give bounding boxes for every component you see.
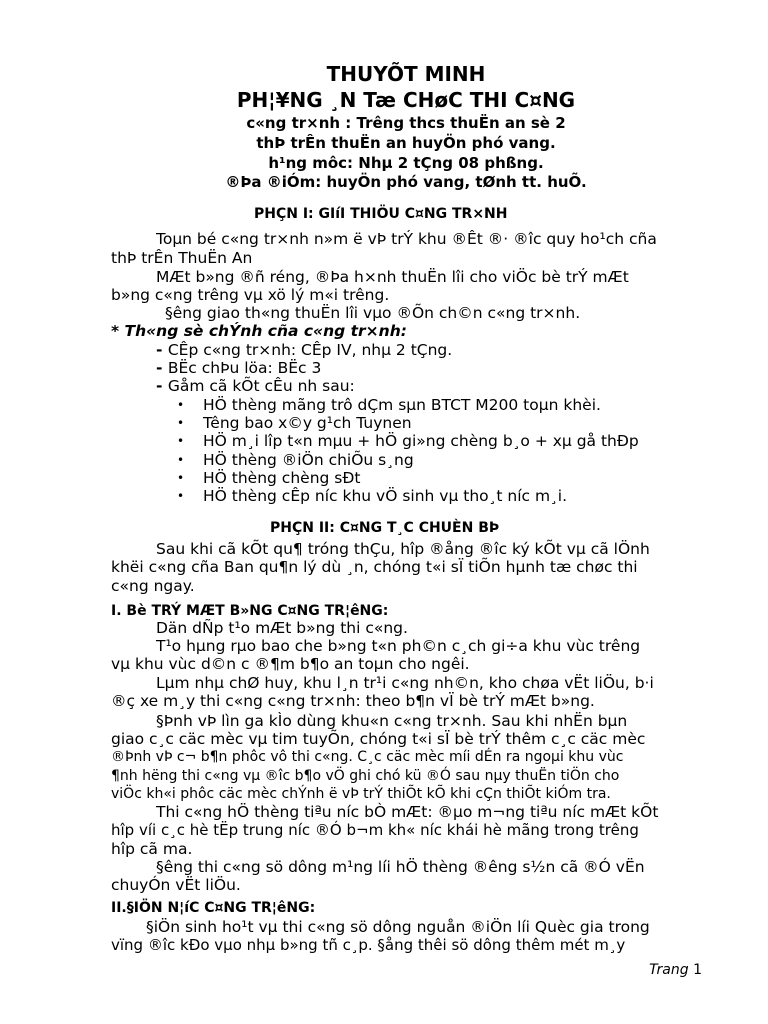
bullet-icon: • xyxy=(177,453,185,467)
s1-para6-line2: chuyÓn vËt liÖu. xyxy=(111,876,241,894)
s1-para4-line1: §Þnh vÞ lìn ga kÌo dùng khu«n c«ng tr×nh. Sau khi nhËn bµn xyxy=(156,712,628,730)
page-footer xyxy=(649,962,702,978)
part1-para1-line1: Toµn bé c«ng tr×nh n»m ë vÞ trÝ khu ®Êt ®· ®îc quy ho¹ch cña xyxy=(156,230,657,248)
part1-para1-line2: thÞ trÊn ThuËn An xyxy=(111,249,253,267)
spec-dash-2: - BËc chÞu löa: BËc 3 xyxy=(156,359,322,377)
part1-para2-line2: b»ng c«ng trêng vµ xö lý m«i trêng. xyxy=(111,286,390,304)
section2-heading: II.§IÖN N¦íC C¤NG TR¦êNG: xyxy=(111,900,316,916)
project-address: ®Þa ®iÓm: huyÖn phó vang, tØnh tt. huÕ. xyxy=(225,173,587,191)
list-item xyxy=(177,432,639,450)
s1-para4-line5: viÖc kh«i phôc cäc mèc chÝnh ë vÞ trÝ thiÕt kÕ khi cÇn thiÕt kiÓm tra. xyxy=(111,786,611,802)
s1-para5-line1: Thi c«ng hÖ thèng tiªu níc bÒ mÆt: ®µo m¬ng tiªu níc mÆt kÕt xyxy=(156,803,659,821)
list-item-text: HÖ thèng mãng trô dÇm sµn BTCT M200 toµn khèi. xyxy=(203,396,601,414)
s1-para4-line3: ®Þnh vÞ c¬ b¶n phôc vô thi c«ng. C¸c cäc mèc míi dÉn ra ngoµi khu vùc xyxy=(111,749,624,765)
list-item xyxy=(177,469,361,487)
doc-title-2: PH¦¥NG ¸N Tæ CHøC THI C¤NG xyxy=(236,88,576,112)
part2-para1-line2: khëi c«ng cña Ban qu¶n lý dù ¸n, chóng t«i sÏ tiÕn hµnh tæ chøc thi xyxy=(111,558,638,576)
part1-heading: PHÇN I: GIíI THIÖU C¤NG TR×NH xyxy=(254,206,508,222)
s2-para1-line1: §iÖn sinh ho¹t vµ thi c«ng sö dông nguån ®iÖn líi Quèc gia trong xyxy=(146,918,650,936)
list-item xyxy=(177,451,414,469)
bullet-icon: • xyxy=(177,416,185,430)
spec-dash-1-text: CÊp c«ng tr×nh: CÊp IV, nhµ 2 tÇng. xyxy=(167,341,453,359)
page-label: Trang xyxy=(649,962,689,978)
part2-para1-line3: c«ng ngay. xyxy=(111,577,195,595)
part2-heading: PHÇN II: C¤NG T¸C CHUÈN BÞ xyxy=(270,520,500,536)
project-item: h¹ng môc: Nhµ 2 tÇng 08 phßng. xyxy=(268,154,544,172)
part1-para2-line1: MÆt b»ng ®ñ réng, ®Þa h×nh thuËn lîi cho viÖc bè trÝ mÆt xyxy=(156,268,629,286)
s1-para1: Dän dÑp t¹o mÆt b»ng thi c«ng. xyxy=(156,619,408,637)
s1-para2-line1: T¹o hµng rµo bao che b»ng t«n ph©n c¸ch gi÷a khu vùc trêng xyxy=(156,637,641,655)
list-item-text: HÖ thèng cÊp níc khu vÖ sinh vµ tho¸t níc m¸i. xyxy=(203,487,568,505)
list-item-text: HÖ thèng chèng sÐt xyxy=(203,469,361,487)
s2-para1-line2: vïng ®îc kÐo vµo nhµ b»ng tñ c¸p. §ång thêi sö dông thêm mét m¸y xyxy=(111,936,626,954)
part1-para3: §êng giao th«ng thuËn lîi vµo ®Õn ch©n c«ng tr×nh. xyxy=(165,304,581,322)
spec-heading: * Th«ng sè chÝnh cña c«ng tr×nh: xyxy=(111,322,407,340)
page-number: 1 xyxy=(693,962,702,978)
list-item xyxy=(177,414,412,432)
list-item-text: Têng bao x©y g¹ch Tuynen xyxy=(203,414,412,432)
section1-heading: I. Bè TRÝ MÆT B»NG C¤NG TR¦êNG: xyxy=(111,603,389,619)
spec-dash-3: - Gåm cã kÕt cÊu nh sau: xyxy=(156,377,355,395)
bullet-icon: • xyxy=(177,489,185,503)
s1-para5-line2: hîp víi c¸c hè tËp trung níc ®Ó b¬m kh« níc khái hè mãng trong trêng xyxy=(111,821,639,839)
s1-para3-line1: Lµm nhµ chØ huy, khu l¸n tr¹i c«ng nh©n, kho chøa vËt liÖu, b·i xyxy=(156,674,654,692)
spec-dash-1: - CÊp c«ng tr×nh: CÊp IV, nhµ 2 tÇng. xyxy=(156,341,453,359)
list-item-text: HÖ m¸i lîp t«n mµu + hÖ gi»ng chèng b¸o + xµ gå thÐp xyxy=(203,432,639,450)
part2-para1-line1: Sau khi cã kÕt qu¶ tróng thÇu, hîp ®ång ®îc ký kÕt vµ cã lÖnh xyxy=(156,540,650,558)
bullet-icon: • xyxy=(177,398,185,412)
s1-para5-line3: hîp cã ma. xyxy=(111,840,193,858)
s1-para6-line1: §êng thi c«ng sö dông m¹ng líi hÖ thèng ®êng s½n cã ®Ó vËn xyxy=(156,858,645,876)
s1-para2-line2: vµ khu vùc d©n c ®¶m b¶o an toµn cho ngêi. xyxy=(111,655,470,673)
bullet-icon: • xyxy=(177,434,185,448)
doc-title: THUYÕT MINH xyxy=(326,62,486,86)
spec-dash-2-text: BËc chÞu löa: BËc 3 xyxy=(167,359,322,377)
project-name: c«ng tr×nh : Trêng thcs thuËn an sè 2 xyxy=(246,114,566,132)
list-item xyxy=(177,396,601,414)
list-item xyxy=(177,487,568,505)
project-location: thÞ trÊn thuËn an huyÖn phó vang. xyxy=(256,134,556,152)
spec-dash-3-text: Gåm cã kÕt cÊu nh sau: xyxy=(167,377,355,395)
s1-para3-line2: ®ç xe m¸y thi c«ng c«ng tr×nh: theo b¶n vÏ bè trÝ mÆt b»ng. xyxy=(111,692,595,710)
list-item-text: HÖ thèng ®iÖn chiÕu s¸ng xyxy=(203,451,414,469)
s1-para4-line4: ¶nh hëng thi c«ng vµ ®îc b¶o vÖ ghi chó kü ®Ó sau nµy thuËn tiÖn cho xyxy=(111,768,620,784)
s1-para4-line2: giao c¸c cäc mèc vµ tim tuyÕn, chóng t«i sÏ bè trÝ thêm c¸c cäc mèc xyxy=(111,730,646,748)
bullet-icon: • xyxy=(177,471,185,485)
